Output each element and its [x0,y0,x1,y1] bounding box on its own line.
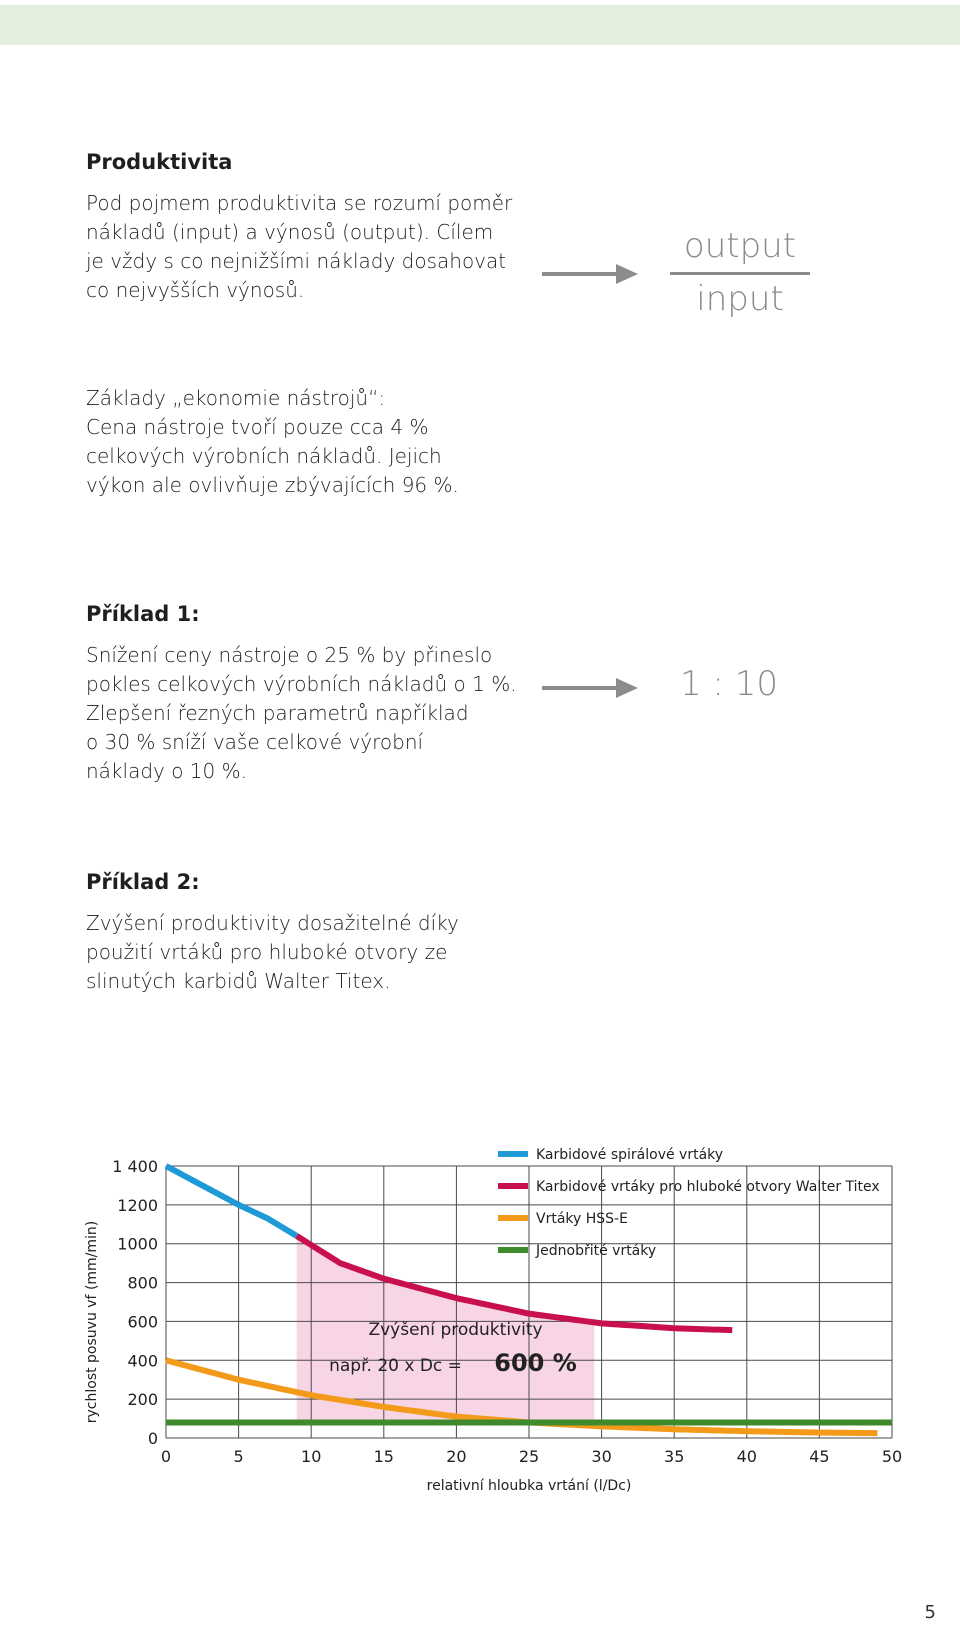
example2-line: slinutých karbidů Walter Titex. [86,969,391,994]
legend-label: Jednobřité vrtáky [536,1243,657,1259]
example1-line: Zlepšení řezných parametrů například [86,701,469,726]
fraction-line [670,272,810,275]
example1-line: o 30 % sníží vaše celkové výrobní [86,730,424,755]
y-tick-label: 1 400 [112,1157,158,1176]
economics-line: výkon ale ovlivňuje zbývajících 96 %. [86,473,459,497]
example1-line: pokles celkových výrobních nákladů o 1 %. [86,672,517,697]
x-tick-label: 5 [233,1447,244,1466]
x-tick-label: 35 [664,1447,685,1466]
y-tick-label: 200 [127,1390,158,1410]
productivity-line: nákladů (input) a výnosů (output). Cílem [86,220,494,245]
x-tick-label: 40 [736,1447,757,1466]
page-number: 5 [924,1602,936,1623]
example1-heading: Příklad 1: [86,602,200,626]
x-tick-label: 50 [881,1447,903,1466]
legend-label: Karbidové spirálové vrtáky [536,1147,724,1163]
legend-label: Karbidové vrtáky pro hluboké otvory Walter Titex [536,1179,880,1195]
y-tick-label: 800 [127,1273,158,1293]
series-line [166,1166,297,1236]
x-tick-label: 15 [373,1447,394,1466]
ratio-text: 1 : 10 [680,664,778,704]
productivity-line: je vždy s co nejnižšími náklady dosahovat [86,249,507,274]
productivity-line: Pod pojmem produktivita se rozumí poměr [86,191,513,216]
x-tick-label: 10 [301,1447,322,1466]
economics-line: Základy „ekonomie nástrojů“: [86,386,386,410]
example2-line: Zvýšení produktivity dosažitelné díky [86,911,459,936]
y-tick-label: 1000 [117,1234,158,1254]
example1-line: Snížení ceny nástroje o 25 % by přineslo [86,643,493,668]
gain-annotation-value: 600 % [494,1348,577,1377]
example1-line: náklady o 10 %. [86,759,247,784]
top-header-band [0,5,960,45]
economics-section [86,384,526,500]
productivity-chart [70,1140,930,1540]
gain-annotation-formula: např. 20 x Dc = [329,1355,462,1376]
x-tick-label: 25 [518,1447,540,1466]
gain-annotation-title: Zvýšení produktivity [368,1320,543,1341]
y-tick-label: 1200 [117,1195,158,1215]
legend-label: Vrtáky HSS-E [536,1211,628,1227]
formula-numerator: output [683,226,797,266]
example2-section [86,870,526,996]
arrow-right-icon [540,676,640,700]
arrow-right-icon [540,262,640,286]
productivity-heading: Produktivita [86,150,233,174]
economics-line: Cena nástroje tvoří pouze cca 4 % [86,415,429,439]
y-tick-label: 600 [127,1312,158,1332]
y-tick-label: 400 [127,1351,158,1371]
productivity-formula [670,226,810,319]
example2-line: použití vrtáků pro hluboké otvory ze [86,940,448,965]
x-tick-label: 0 [160,1447,172,1466]
example1-section [86,602,526,786]
x-axis-label: relativní hloubka vrtání (l/Dc) [426,1478,632,1494]
x-tick-label: 20 [446,1447,467,1466]
x-tick-label: 30 [591,1447,612,1466]
productivity-line: co nejvyšších výnosů. [86,278,305,303]
y-tick-label: 0 [147,1429,158,1448]
y-axis-label: rychlost posuvu vf (mm/min) [84,1220,100,1424]
x-tick-label: 45 [809,1447,830,1466]
productivity-section [86,150,526,305]
example2-heading: Příklad 2: [86,870,200,894]
economics-line: celkových výrobních nákladů. Jejich [86,444,442,468]
formula-denominator: input [696,279,784,319]
